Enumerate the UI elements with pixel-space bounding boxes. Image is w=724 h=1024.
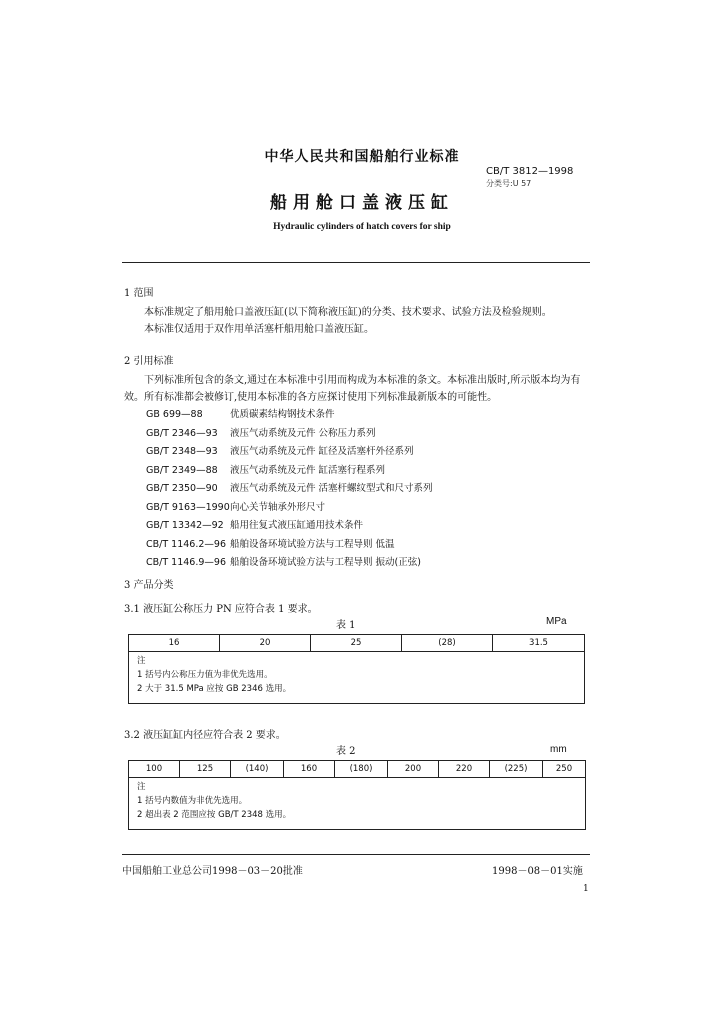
reference-title: 优质碳素结构钢技术条件	[230, 409, 335, 420]
implementation-date: 1998－08－01实施	[492, 866, 583, 877]
note-line: 注	[137, 782, 146, 792]
section-1-paragraph: 本标准规定了船用舱口盖液压缸(以下简称液压缸)的分类、技术要求、试验方法及检验规则。	[144, 307, 552, 318]
reference-code: GB/T 13342—92	[146, 520, 224, 531]
standard-number: CB/T 3812—1998	[486, 166, 574, 177]
table-cell: 200	[388, 761, 439, 778]
reference-title: 船舶设备环境试验方法与工程导则 低温	[230, 538, 395, 550]
table-1-notes	[128, 652, 585, 704]
reference-code: GB/T 2348—93	[146, 446, 218, 457]
table-cell: 25	[311, 635, 402, 652]
table-cell: 250	[543, 761, 586, 778]
reference-code: GB/T 9163—1990	[146, 501, 230, 513]
reference-item	[146, 406, 433, 425]
note-line: 1 括号内公称压力值为非优先选用。	[137, 670, 273, 680]
table-cell: 220	[439, 761, 490, 778]
reference-item	[146, 480, 433, 499]
clause-3-2: 3.2 液压缸缸内径应符合表 2 要求。	[124, 730, 286, 741]
header-rule	[122, 262, 590, 263]
reference-item	[146, 499, 433, 518]
table-1	[128, 634, 585, 652]
normative-references-list	[146, 406, 433, 573]
table-cell: 31.5	[493, 635, 585, 652]
table-row	[129, 761, 586, 778]
reference-code: CB/T 1146.9—96	[146, 557, 227, 568]
table-cell: 20	[220, 635, 311, 652]
reference-item	[146, 554, 433, 573]
reference-code: GB/T 2349—88	[146, 464, 218, 476]
table-2-caption: 表 2	[336, 746, 356, 757]
note-line: 注	[137, 656, 146, 666]
reference-item	[146, 425, 433, 444]
section-2-intro-text: 下列标准所包含的条文,通过在本标准中引用而构成为本标准的条文。本标准出版时,所示版本均为有效。所有标准都会被修订,使用本标准的各方应探讨使用下列标准最新版本的可能性。	[124, 375, 581, 403]
table-cell: 100	[129, 761, 180, 778]
note-line: 1 括号内数值为非优先选用。	[137, 796, 248, 806]
table-2	[128, 760, 586, 778]
section-1-heading: 1 范围	[124, 288, 154, 299]
reference-code: GB/T 2350—90	[146, 483, 218, 494]
reference-title: 液压气动系统及元件 活塞杆螺纹型式和尺寸系列	[230, 483, 433, 494]
note-line: 2 大于 31.5 MPa 应按 GB 2346 选用。	[137, 684, 292, 694]
table-cell: 125	[180, 761, 231, 778]
reference-title: 船舶设备环境试验方法与工程导则 振动(正弦)	[230, 557, 421, 568]
table-cell: (140)	[231, 761, 284, 778]
reference-title: 液压气动系统及元件 公称压力系列	[230, 427, 376, 439]
reference-code: GB 699—88	[146, 409, 203, 420]
reference-item	[146, 536, 433, 555]
reference-title: 向心关节轴承外形尺寸	[230, 501, 326, 513]
reference-title: 船用往复式液压缸通用技术条件	[230, 520, 364, 531]
classification-number: 分类号:U 57	[486, 179, 532, 188]
table-cell: (28)	[402, 635, 493, 652]
section-3-heading: 3 产品分类	[124, 580, 174, 591]
reference-item	[146, 462, 433, 481]
section-2-intro	[124, 372, 588, 406]
document-title-cn: 船用舱口盖液压缸	[270, 193, 454, 213]
footer-rule	[122, 854, 590, 855]
reference-title: 液压气动系统及元件 缸径及活塞杆外径系列	[230, 446, 414, 457]
approval-date: 中国船舶工业总公司1998－03－20批准	[122, 866, 303, 877]
note-line: 2 超出表 2 范围应按 GB/T 2348 选用。	[137, 810, 292, 820]
table-cell: (225)	[490, 761, 543, 778]
table-2-unit: mm	[550, 744, 567, 755]
table-2-notes	[128, 778, 586, 830]
reference-item	[146, 517, 433, 536]
section-1-body	[124, 304, 588, 338]
table-cell: 16	[129, 635, 220, 652]
clause-3-1: 3.1 液压缸公称压力 PN 应符合表 1 要求。	[124, 604, 318, 615]
table-row	[129, 635, 585, 652]
reference-code: GB/T 2346—93	[146, 427, 218, 439]
issuing-body: 中华人民共和国船舶行业标准	[264, 149, 460, 165]
table-cell: 160	[284, 761, 335, 778]
table-1-caption: 表 1	[336, 620, 356, 631]
section-2-heading: 2 引用标准	[124, 356, 174, 367]
document-title-en: Hydraulic cylinders of hatch covers for ship	[273, 222, 451, 232]
reference-item	[146, 443, 433, 462]
reference-title: 液压气动系统及元件 缸活塞行程系列	[230, 464, 386, 476]
table-cell: (180)	[335, 761, 388, 778]
table-1-unit: MPa	[546, 616, 567, 627]
page-number: 1	[583, 884, 589, 894]
section-1-paragraph: 本标准仅适用于双作用单活塞杆船用舱口盖液压缸。	[144, 324, 374, 335]
reference-code: CB/T 1146.2—96	[146, 538, 227, 550]
